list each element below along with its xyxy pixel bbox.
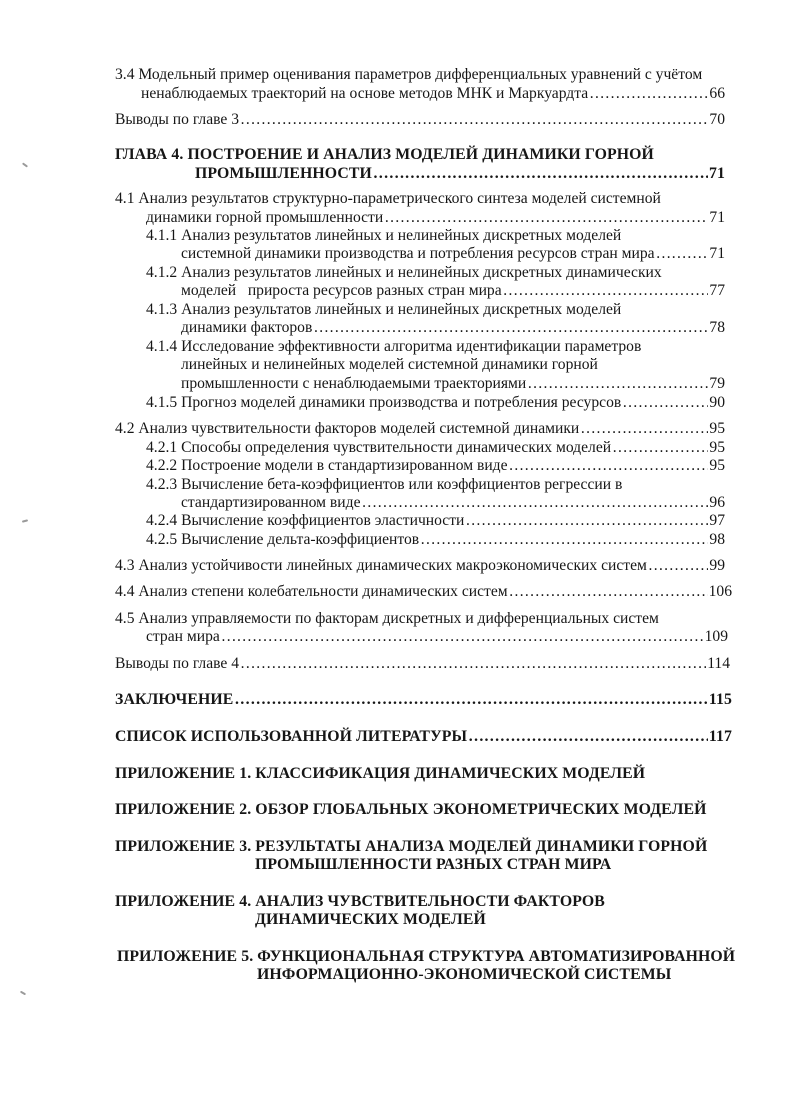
toc-entry-4-2-4[interactable] xyxy=(146,512,725,530)
toc-entry-conclusions-ch3[interactable] xyxy=(115,111,725,129)
toc-entry-4-1-line1[interactable]: 4.1 Анализ результатов структурно-параметрического синтеза моделей системной xyxy=(115,190,661,207)
toc-entry-text: ПРОМЫШЛЕННОСТИ xyxy=(195,165,372,182)
toc-page-number: 114 xyxy=(707,655,730,672)
toc-page-number: 71 xyxy=(709,209,725,226)
toc-page-number: 79 xyxy=(709,375,725,392)
toc-entry-4-1-3-line2[interactable] xyxy=(181,319,725,337)
toc-entry-text: 4.2.4 Вычисление коэффициентов эластичности xyxy=(146,512,465,529)
toc-entry-4-1-2-line2[interactable] xyxy=(181,282,725,300)
toc-entry-4-1-5[interactable] xyxy=(146,394,725,412)
toc-entry-4-5-line1[interactable]: 4.5 Анализ управляемости по факторам дискретных и дифференциальных систем xyxy=(115,610,659,627)
toc-entry-4-1-4-line1[interactable]: 4.1.4 Исследование эффективности алгоритма идентификации параметров xyxy=(146,338,642,355)
toc-entry-text: ЗАКЛЮЧЕНИЕ xyxy=(115,691,234,708)
toc-page-number: 70 xyxy=(709,111,725,128)
dot-leader xyxy=(384,209,708,227)
toc-entry-text: 4.2.1 Способы определения чувствительности динамических моделей xyxy=(146,439,612,456)
dot-leader xyxy=(240,655,706,673)
toc-appendix-4-line1[interactable]: ПРИЛОЖЕНИЕ 4. АНАЛИЗ ЧУВСТВИТЕЛЬНОСТИ ФАКТОРОВ xyxy=(115,893,605,910)
toc-entry-conclusion[interactable] xyxy=(115,691,732,709)
dot-leader xyxy=(612,439,708,457)
toc-entry-4-2-5[interactable] xyxy=(146,531,725,549)
toc-chapter-4-line1[interactable]: ГЛАВА 4. ПОСТРОЕНИЕ И АНАЛИЗ МОДЕЛЕЙ ДИНАМИКИ ГОРНОЙ xyxy=(115,146,654,163)
toc-entry-4-2[interactable] xyxy=(115,420,725,438)
toc-entry-4-2-1[interactable] xyxy=(146,439,725,457)
toc-entry-4-1-1-line2[interactable] xyxy=(181,245,725,263)
toc-page-number: 96 xyxy=(709,494,725,511)
toc-entry-4-4[interactable] xyxy=(115,583,732,601)
toc-page-number: 106 xyxy=(708,583,732,600)
toc-appendix-3-line2[interactable]: ПРОМЫШЛЕННОСТИ РАЗНЫХ СТРАН МИРА xyxy=(255,856,612,873)
toc-entry-text: СПИСОК ИСПОЛЬЗОВАННОЙ ЛИТЕРАТУРЫ xyxy=(115,728,468,745)
dot-leader xyxy=(648,557,709,575)
toc-page-number: 117 xyxy=(708,728,732,745)
toc-entry-4-1-4-line3[interactable] xyxy=(181,375,725,393)
scan-speck xyxy=(22,162,28,167)
toc-chapter-4-line2[interactable] xyxy=(195,165,725,183)
scan-speck xyxy=(20,991,26,996)
toc-page-number: 66 xyxy=(709,85,725,102)
toc-entry-3-4-line1[interactable]: 3.4 Модельный пример оценивания параметров дифференциальных уравнений с учётом xyxy=(115,66,703,83)
dot-leader xyxy=(373,165,708,183)
toc-entry-text: стандартизированном виде xyxy=(181,494,361,511)
toc-entry-text: 4.2.2 Построение модели в стандартизированном виде xyxy=(146,457,508,474)
toc-page-number: 77 xyxy=(709,282,725,299)
toc-entry-text: 4.3 Анализ устойчивости линейных динамических макроэкономических систем xyxy=(115,557,647,574)
toc-entry-4-2-2[interactable] xyxy=(146,457,725,475)
toc-page-number: 71 xyxy=(709,165,725,182)
toc-entry-text: Выводы по главе 4 xyxy=(115,655,240,672)
toc-entry-text: динамики факторов xyxy=(181,319,313,336)
toc-entry-3-4-line2[interactable] xyxy=(141,85,725,103)
dot-leader xyxy=(580,420,708,438)
toc-page-number: 97 xyxy=(709,512,725,529)
toc-page-number: 78 xyxy=(709,319,725,336)
dot-leader xyxy=(240,111,708,129)
toc-appendix-1[interactable]: ПРИЛОЖЕНИЕ 1. КЛАССИФИКАЦИЯ ДИНАМИЧЕСКИХ МОДЕЛЕЙ xyxy=(115,765,646,782)
toc-entry-4-1-1-line1[interactable]: 4.1.1 Анализ результатов линейных и нелинейных дискретных моделей xyxy=(146,227,622,244)
toc-page-number: 90 xyxy=(709,394,725,411)
dot-leader xyxy=(420,531,708,549)
dot-leader xyxy=(509,583,708,601)
dot-leader xyxy=(622,394,708,412)
dot-leader xyxy=(234,691,707,709)
toc-entry-text: динамики горной промышленности xyxy=(146,209,384,226)
toc-entry-text: моделей прироста ресурсов разных стран мира xyxy=(181,282,502,299)
toc-page-number: 115 xyxy=(708,691,732,708)
toc-entry-text: ненаблюдаемых траекторий на основе методов МНК и Маркуардта xyxy=(141,85,589,102)
dot-leader xyxy=(465,512,708,530)
dot-leader xyxy=(313,319,708,337)
toc-entry-4-3[interactable] xyxy=(115,557,725,575)
toc-entry-4-2-3-line1[interactable]: 4.2.3 Вычисление бета-коэффициентов или коэффициентов регрессии в xyxy=(146,476,623,493)
toc-page-number: 95 xyxy=(709,457,725,474)
toc-appendix-3-line1[interactable]: ПРИЛОЖЕНИЕ 3. РЕЗУЛЬТАТЫ АНАЛИЗА МОДЕЛЕЙ ДИНАМИКИ ГОРНОЙ xyxy=(115,838,708,855)
toc-page-number: 95 xyxy=(709,439,725,456)
dot-leader xyxy=(362,494,709,512)
toc-entry-references[interactable] xyxy=(115,728,732,746)
toc-entry-text: 4.4 Анализ степени колебательности динамических систем xyxy=(115,583,508,600)
toc-appendix-2[interactable]: ПРИЛОЖЕНИЕ 2. ОБЗОР ГЛОБАЛЬНЫХ ЭКОНОМЕТРИЧЕСКИХ МОДЕЛЕЙ xyxy=(115,801,707,818)
toc-entry-conclusions-ch4[interactable] xyxy=(115,655,730,673)
toc-entry-4-1-3-line1[interactable]: 4.1.3 Анализ результатов линейных и нелинейных дискретных моделей xyxy=(146,301,622,318)
toc-appendix-5-line2[interactable]: ИНФОРМАЦИОННО-ЭКОНОМИЧЕСКОЙ СИСТЕМЫ xyxy=(257,966,672,983)
dot-leader xyxy=(221,628,704,646)
toc-appendix-5-line1[interactable]: ПРИЛОЖЕНИЕ 5. ФУНКЦИОНАЛЬНАЯ СТРУКТУРА АВТОМАТИЗИРОВАННОЙ xyxy=(117,948,736,965)
dot-leader xyxy=(509,457,709,475)
toc-entry-4-1-4-line2[interactable]: линейных и нелинейных моделей системной динамики горной xyxy=(181,356,598,373)
toc-page-number: 98 xyxy=(709,531,725,548)
dot-leader xyxy=(589,85,708,103)
toc-entry-text: 4.1.5 Прогноз моделей динамики производства и потребления ресурсов xyxy=(146,394,622,411)
toc-entry-4-2-3-line2[interactable] xyxy=(181,494,725,512)
toc-entry-text: 4.2 Анализ чувствительности факторов моделей системной динамики xyxy=(115,420,580,437)
toc-entry-text: 4.2.5 Вычисление дельта-коэффициентов xyxy=(146,531,420,548)
toc-entry-text: стран мира xyxy=(146,628,220,645)
toc-page-number: 71 xyxy=(709,245,725,262)
toc-entry-4-1-line2[interactable] xyxy=(146,209,725,227)
toc-page-number: 109 xyxy=(704,628,728,645)
toc-page-number: 95 xyxy=(709,420,725,437)
toc-page-number: 99 xyxy=(709,557,725,574)
toc-appendix-4-line2[interactable]: ДИНАМИЧЕСКИХ МОДЕЛЕЙ xyxy=(255,911,486,928)
scan-speck xyxy=(22,519,28,522)
dot-leader xyxy=(468,728,708,746)
toc-entry-4-5-line2[interactable] xyxy=(146,628,728,646)
toc-entry-text: системной динамики производства и потребления ресурсов стран мира xyxy=(181,245,655,262)
toc-entry-text: Выводы по главе 3 xyxy=(115,111,240,128)
toc-entry-text: промышленности с ненаблюдаемыми траекториями xyxy=(181,375,527,392)
toc-entry-4-1-2-line1[interactable]: 4.1.2 Анализ результатов линейных и нелинейных дискретных динамических xyxy=(146,264,662,281)
dot-leader xyxy=(527,375,708,393)
dot-leader xyxy=(656,245,709,263)
dot-leader xyxy=(503,282,709,300)
